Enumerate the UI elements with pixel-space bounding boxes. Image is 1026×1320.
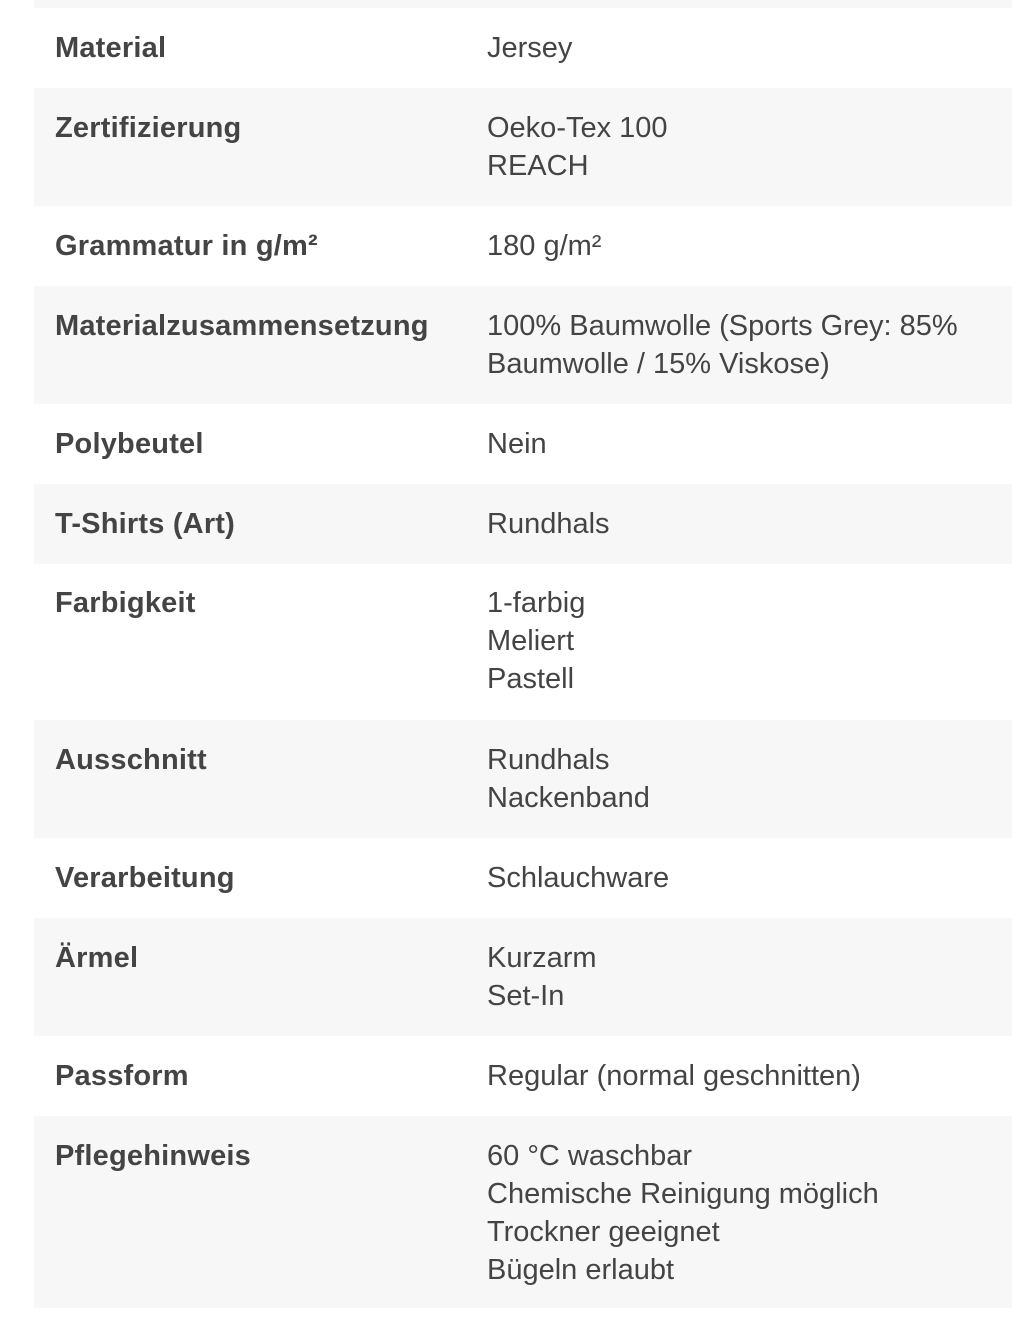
property-value-line: Chemische Reinigung möglich (487, 1178, 879, 1210)
table-row-t-shirts-art (34, 484, 1012, 564)
property-label: Grammatur in g/m² (34, 206, 466, 286)
property-value (466, 564, 1012, 720)
property-value-line: Nein (487, 428, 547, 460)
top-row-edge (34, 0, 1012, 8)
property-label: Material (34, 8, 466, 88)
property-value (466, 404, 1012, 484)
property-value-line: Regular (normal geschnitten) (487, 1060, 861, 1092)
property-value (466, 1036, 1012, 1116)
product-properties-table (34, 8, 1012, 1308)
property-value (466, 88, 1012, 206)
property-value-line: Bügeln erlaubt (487, 1254, 675, 1286)
property-label: Polybeutel (34, 404, 466, 484)
property-value-line: Nackenband (487, 782, 650, 814)
property-value-line: Jersey (487, 32, 573, 64)
property-value (466, 1116, 1012, 1308)
property-label: Pflegehinweis (34, 1116, 466, 1308)
property-label: Verarbeitung (34, 838, 466, 918)
table-row-aermel (34, 918, 1012, 1036)
table-row-materialzusammensetzung (34, 286, 1012, 404)
table-row-material (34, 8, 1012, 88)
table-row-zertifizierung (34, 88, 1012, 206)
property-label: Zertifizierung (34, 88, 466, 206)
property-label: T-Shirts (Art) (34, 484, 466, 564)
property-value (466, 286, 1012, 404)
property-value-line: Baumwolle / 15% Viskose) (487, 348, 830, 380)
property-value-line: 60 °C waschbar (487, 1140, 693, 1172)
property-value-line: Trockner geeignet (487, 1216, 720, 1248)
property-label: Ärmel (34, 918, 466, 1036)
property-value-line: 100% Baumwolle (Sports Grey: 85% (487, 310, 958, 342)
property-value (466, 206, 1012, 286)
property-label: Passform (34, 1036, 466, 1116)
property-value (466, 8, 1012, 88)
property-value-line: Schlauchware (487, 862, 670, 894)
property-value-line: Rundhals (487, 744, 610, 776)
property-value-line: Set-In (487, 980, 565, 1012)
property-label: Farbigkeit (34, 564, 466, 720)
table-row-polybeutel (34, 404, 1012, 484)
property-value-line: 1-farbig (487, 587, 586, 619)
property-value (466, 918, 1012, 1036)
property-value (466, 484, 1012, 564)
property-label: Materialzusammensetzung (34, 286, 466, 404)
table-row-ausschnitt (34, 720, 1012, 838)
property-value-line: REACH (487, 150, 589, 182)
property-value-line: Pastell (487, 663, 575, 695)
property-value-line: Meliert (487, 625, 575, 657)
table-row-verarbeitung (34, 838, 1012, 918)
property-value-line: Kurzarm (487, 942, 597, 974)
table-row-pflegehinweis (34, 1116, 1012, 1308)
table-row-farbigkeit (34, 564, 1012, 720)
property-value (466, 720, 1012, 838)
property-value-line: Oeko-Tex 100 (487, 112, 668, 144)
table-row-grammatur (34, 206, 1012, 286)
property-label: Ausschnitt (34, 720, 466, 838)
property-value (466, 838, 1012, 918)
property-value-line: 180 g/m² (487, 230, 602, 262)
property-value-line: Rundhals (487, 508, 610, 540)
table-row-passform (34, 1036, 1012, 1116)
